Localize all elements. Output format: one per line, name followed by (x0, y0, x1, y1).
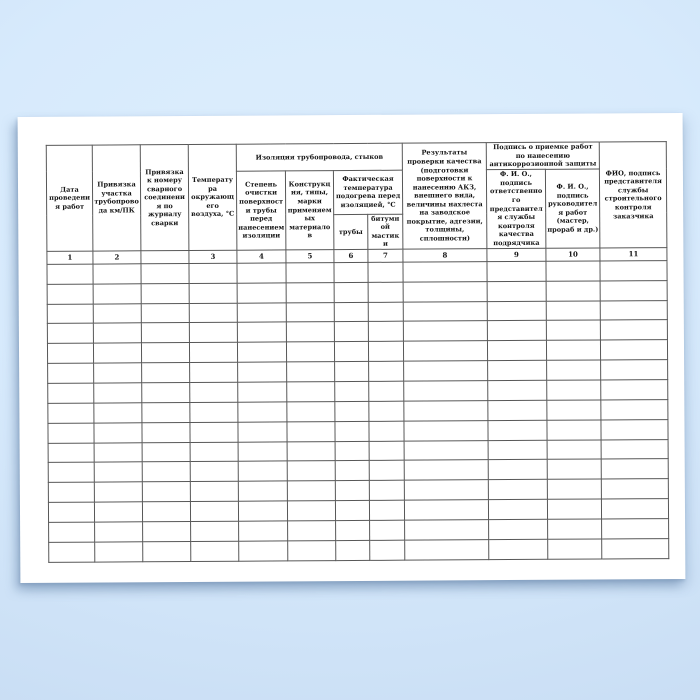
empty-cell (335, 401, 369, 421)
empty-cell (94, 442, 142, 462)
group-header-insulation: Изоляция трубопровода, стыков (236, 143, 402, 171)
empty-cell (287, 461, 335, 481)
empty-cell (141, 263, 189, 283)
empty-cell (335, 381, 369, 401)
empty-cell (546, 281, 600, 301)
empty-cell (404, 361, 488, 381)
document-page (18, 113, 686, 583)
empty-cell (547, 380, 601, 400)
empty-cell (547, 420, 601, 440)
empty-cell (489, 539, 548, 559)
empty-cell (190, 501, 238, 521)
empty-cell (404, 460, 488, 480)
empty-cell (143, 541, 191, 561)
empty-cell (237, 322, 286, 342)
group-header-heating-temp: Фактическая температура подогрева перед изоляцией, °С (333, 170, 402, 214)
empty-cell (404, 480, 488, 500)
empty-cell (403, 321, 487, 341)
empty-cell (141, 303, 189, 323)
empty-cell (369, 461, 404, 481)
table-row (49, 538, 669, 562)
empty-cell (141, 343, 189, 363)
empty-cell (48, 482, 94, 502)
empty-cell (49, 522, 95, 542)
empty-cell (600, 300, 667, 320)
empty-cell (49, 542, 95, 562)
empty-cell (190, 422, 238, 442)
empty-cell (47, 343, 93, 363)
empty-cell (547, 400, 601, 420)
empty-cell (601, 459, 668, 479)
empty-cell (335, 421, 369, 441)
empty-cell (95, 542, 143, 562)
empty-cell (487, 281, 546, 301)
empty-cell (334, 282, 368, 302)
empty-cell (368, 302, 403, 322)
empty-cell (94, 482, 142, 502)
empty-cell (369, 441, 404, 461)
empty-cell (404, 500, 488, 520)
column-number: 11 (600, 248, 667, 261)
empty-cell (335, 461, 369, 481)
empty-cell (48, 363, 94, 383)
empty-cell (93, 343, 141, 363)
header-row-groups (46, 142, 666, 172)
empty-cell (143, 521, 191, 541)
empty-cell (142, 402, 190, 422)
header-bitumen-mastic: битумной мастики (368, 214, 403, 249)
empty-cell (48, 383, 94, 403)
empty-cell (488, 400, 547, 420)
empty-cell (488, 480, 547, 500)
empty-cell (238, 461, 287, 481)
header-quality-check: Результаты проверки качества (подготовки поверхности к нанесению АКЗ, внешнего вида, величины нахлеста на заводское покрытие, адгезии, толщины, сплошности) (402, 143, 487, 249)
header-surface-cleaning: Степень очистки поверхности трубы перед нанесением изоляции (236, 171, 285, 251)
empty-cell (142, 502, 190, 522)
empty-cell (48, 423, 94, 443)
empty-cell (286, 263, 334, 283)
header-materials: Конструкция, типы, марки применяемых материалов (285, 170, 333, 250)
empty-cell (93, 303, 141, 323)
empty-cell (369, 480, 404, 500)
empty-cell (287, 421, 335, 441)
empty-cell (48, 502, 94, 522)
empty-cell (488, 499, 547, 519)
empty-cell (547, 479, 601, 499)
empty-cell (547, 459, 601, 479)
empty-cell (487, 321, 546, 341)
empty-cell (370, 520, 405, 540)
empty-cell (142, 382, 190, 402)
empty-cell (547, 360, 601, 380)
empty-cell (404, 381, 488, 401)
empty-cell (94, 502, 142, 522)
empty-cell (369, 361, 404, 381)
empty-cell (190, 462, 238, 482)
empty-cell (368, 322, 403, 342)
empty-cell (403, 341, 487, 361)
empty-cell (190, 362, 238, 382)
empty-cell (488, 420, 547, 440)
column-number: 1 (47, 251, 93, 264)
column-number: 9 (487, 248, 546, 261)
empty-cell (238, 402, 287, 422)
column-number: 2 (93, 251, 141, 264)
empty-cell (336, 540, 370, 560)
empty-cell (142, 363, 190, 383)
empty-cell (602, 518, 669, 538)
empty-cell (488, 440, 547, 460)
empty-cell (369, 421, 404, 441)
empty-cell (487, 261, 546, 281)
empty-cell (286, 322, 334, 342)
empty-cell (601, 439, 668, 459)
empty-cell (48, 443, 94, 463)
empty-cell (47, 284, 93, 304)
empty-cell (237, 283, 286, 303)
empty-cell (547, 499, 601, 519)
empty-cell (403, 262, 487, 282)
empty-cell (547, 440, 601, 460)
empty-cell (405, 539, 489, 559)
empty-cell (287, 481, 335, 501)
empty-cell (546, 261, 600, 281)
empty-cell (404, 440, 488, 460)
empty-cell (189, 263, 237, 283)
empty-cell (142, 442, 190, 462)
empty-cell (189, 303, 237, 323)
empty-cell (239, 521, 288, 541)
empty-cell (190, 382, 238, 402)
empty-cell (94, 462, 142, 482)
header-works-manager: Ф. И. О., подпись руководителя работ (мастер, прораб и др.) (545, 169, 599, 249)
empty-cell (288, 540, 336, 560)
empty-cell (601, 479, 668, 499)
empty-cell (237, 303, 286, 323)
column-number: 5 (286, 250, 334, 263)
empty-cell (368, 341, 403, 361)
empty-cell (93, 323, 141, 343)
empty-cell (238, 382, 287, 402)
header-contractor-qc: Ф. И. О., подпись ответственного представителя службы контроля качества подрядчика (486, 169, 545, 249)
column-number: 8 (403, 249, 487, 263)
header-weld-number: Привязка к номеру сварного соединения по журналу сварки (140, 144, 189, 250)
empty-cell (548, 519, 602, 539)
empty-cell (404, 420, 488, 440)
empty-cell (48, 462, 94, 482)
empty-cell (93, 284, 141, 304)
empty-cell (238, 501, 287, 521)
header-air-temperature: Температура окружающего воздуха, °С (188, 144, 237, 250)
empty-cell (546, 340, 600, 360)
empty-cell (368, 282, 403, 302)
empty-cell (369, 401, 404, 421)
empty-cell (238, 422, 287, 442)
empty-cell (548, 539, 602, 559)
header-pipe: трубы (334, 214, 368, 249)
column-number: 10 (546, 248, 600, 261)
empty-cell (141, 323, 189, 343)
empty-cell (404, 401, 488, 421)
empty-cell (334, 342, 368, 362)
empty-cell (237, 263, 286, 283)
header-date: Дата проведения работ (46, 145, 93, 251)
empty-cell (286, 302, 334, 322)
empty-cell (602, 538, 669, 558)
empty-cell (191, 521, 239, 541)
empty-cell (369, 500, 404, 520)
empty-cell (189, 343, 237, 363)
empty-cell (238, 362, 287, 382)
empty-cell (190, 402, 238, 422)
empty-cell (334, 262, 368, 282)
empty-cell (47, 304, 93, 324)
empty-cell (287, 401, 335, 421)
empty-cell (95, 522, 143, 542)
insulation-journal-table (46, 141, 670, 562)
header-pipeline-section: Привязка участка трубопровода км/ПК (92, 145, 141, 251)
empty-cell (335, 481, 369, 501)
empty-cell (286, 282, 334, 302)
empty-cell (142, 422, 190, 442)
empty-cell (601, 499, 668, 519)
column-number: 7 (368, 249, 403, 262)
empty-cell (189, 323, 237, 343)
column-number: 3 (189, 250, 237, 263)
column-number: 6 (334, 249, 368, 262)
empty-cell (287, 362, 335, 382)
empty-cell (47, 264, 93, 284)
empty-cell (191, 541, 239, 561)
empty-cell (405, 520, 489, 540)
column-number (141, 250, 189, 263)
empty-cell (600, 280, 667, 300)
empty-cell (288, 521, 336, 541)
empty-cell (335, 500, 369, 520)
empty-cell (546, 301, 600, 321)
empty-cell (142, 482, 190, 502)
empty-cell (334, 322, 368, 342)
table-body (47, 261, 669, 562)
empty-cell (287, 501, 335, 521)
header-client-inspector: ФИО, подпись представителя службы строительного контроля заказчика (599, 142, 667, 248)
empty-cell (489, 519, 548, 539)
empty-cell (237, 342, 286, 362)
empty-cell (238, 481, 287, 501)
empty-cell (403, 281, 487, 301)
empty-cell (287, 382, 335, 402)
empty-cell (239, 541, 288, 561)
group-header-acceptance: Подпись о приемке работ по нанесению антикоррозионной защиты (486, 142, 599, 169)
empty-cell (48, 403, 94, 423)
empty-cell (601, 360, 668, 380)
empty-cell (335, 441, 369, 461)
empty-cell (601, 340, 668, 360)
empty-cell (601, 419, 668, 439)
empty-cell (369, 381, 404, 401)
empty-cell (94, 363, 142, 383)
empty-cell (370, 540, 405, 560)
column-number: 4 (237, 250, 286, 263)
empty-cell (335, 362, 369, 382)
empty-cell (487, 341, 546, 361)
empty-cell (334, 302, 368, 322)
empty-cell (601, 399, 668, 419)
empty-cell (94, 383, 142, 403)
empty-cell (94, 403, 142, 423)
empty-cell (487, 301, 546, 321)
empty-cell (190, 442, 238, 462)
empty-cell (286, 342, 334, 362)
empty-cell (94, 422, 142, 442)
empty-cell (600, 320, 667, 340)
empty-cell (141, 283, 189, 303)
empty-cell (601, 380, 668, 400)
empty-cell (287, 441, 335, 461)
empty-cell (93, 264, 141, 284)
empty-cell (142, 462, 190, 482)
empty-cell (403, 301, 487, 321)
empty-cell (336, 520, 370, 540)
empty-cell (368, 262, 403, 282)
empty-cell (488, 360, 547, 380)
empty-cell (189, 283, 237, 303)
empty-cell (488, 460, 547, 480)
empty-cell (546, 320, 600, 340)
empty-cell (190, 481, 238, 501)
empty-cell (47, 324, 93, 344)
empty-cell (488, 380, 547, 400)
table-header (46, 142, 667, 265)
empty-cell (238, 441, 287, 461)
empty-cell (600, 261, 667, 281)
